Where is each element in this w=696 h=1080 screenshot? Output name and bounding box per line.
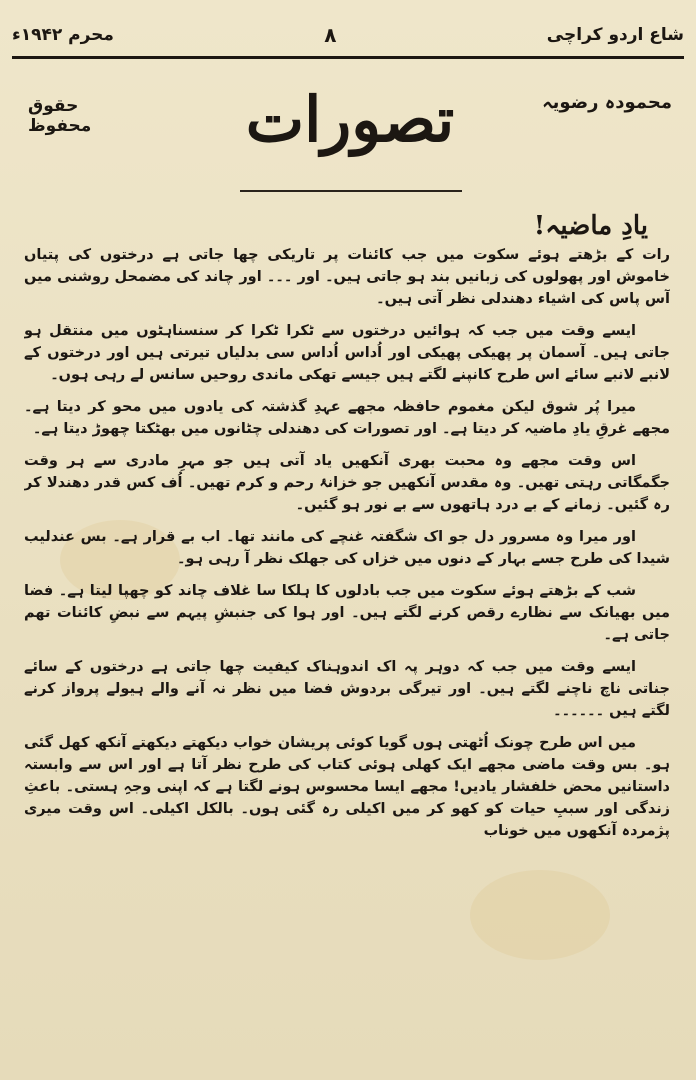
section-heading: یادِ ماضیہ! — [533, 211, 648, 241]
title-rule — [240, 190, 462, 192]
rights-notice: حقوق محفوظ — [28, 96, 92, 136]
header-rule — [12, 56, 684, 59]
paragraph-7: ایسے وقت میں جب کہ دوہر پہ اک اندوہناک کیفیت چھا جاتی ہے درختوں کے سائے جناتی ناچ ناچنے لگتے ہیں۔ اور تیرگی بردوش فضا میں نظر نہ آنے والے ہیولے پرواز کرنے لگتے ہیں ۔۔۔۔۔۔ — [24, 659, 670, 719]
paragraph-1: رات کے بڑھتے ہوئے سکوت میں جب کائنات پر تاریکی چھا جاتی ہے درختوں کی پتیاں خاموش اور پھولوں کی زبانیں بند ہو جاتی ہیں۔ اور ۔۔۔ اور چاند کی مضمحل روشنی میں آس پاس کی اشیاء دھندلی نظر آتی ہیں۔ — [24, 247, 670, 307]
paragraph-3: میرا پُر شوق لیکن مغموم حافظہ مجھے عہدِ گذشتہ کی یادوں میں محو کر دیتا ہے۔ مجھے غرقِ یادِ ماضیہ کر دیتا ہے۔ اور تصورات کی دھندلی چٹانوں میں بھٹکتا چھوڑ دیتا ہے۔ — [24, 399, 670, 437]
publication-name: شاع اردو کراچی — [546, 25, 684, 45]
page-header — [12, 18, 684, 52]
article-title: تصورات — [245, 83, 455, 156]
paragraph-8: میں اس طرح چونک اُٹھتی ہوں گویا کوئی پریشان خواب دیکھتے دیکھتے آنکھ کھل گئی ہو۔ بس وقت ماضی مجھے ایک کھلی ہوئی کتاب کی طرح نظر آتا ہے اور اس سے وابستہ داستانیں محض خلفشار یادیں! مجھے ایسا محسوس ہونے لگتا ہے کہ اپنی وجہِ ہستی۔ باعثِ زندگی اور سببِ حیات کو کھو کر میں اکیلی رہ گئی ہوں۔ بالکل اکیلی۔ اس وقت میری پژمردہ آنکھوں میں خوناب — [24, 735, 670, 839]
paragraph-5: اور میرا وہ مسرور دل جو اک شگفتہ غنچے کی مانند تھا۔ اب بے قرار ہے۔ بس عندلیب شیدا کی طرح جسے بہار کے دنوں میں خزاں کی جھلک نظر آ رہی ہو۔ — [24, 529, 670, 567]
issue-date: محرم ۱۹۴۲ء — [12, 25, 114, 45]
article-body — [24, 244, 670, 1066]
paragraph-6: شب کے بڑھتے ہوئے سکوت میں جب بادلوں کا ہلکا سا غلاف چاند کو چھپا لیتا ہے۔ فضا میں بھیانک سے نظارے رقص کرنے لگتے ہیں۔ اور ہوا کی جنبشِ پیہم سے نبضِ کائنات تھم جاتی ہے۔ — [24, 583, 670, 643]
paragraph-2: ایسے وقت میں جب کہ ہوائیں درختوں سے ٹکرا ٹکرا کر سنسناہٹوں میں منتقل ہو جاتی ہیں۔ آسمان پر پھیکی پھیکی اور اُداس اُداس سی بدلیاں تیرتی ہیں اور درختوں کے لانبے لانبے سائے اس طرح کانپنے لگتے ہیں جیسے تھکی ماندی روحیں سانس لے رہی ہوں۔ — [24, 323, 670, 383]
author-name: محمودہ رضویہ — [542, 92, 672, 113]
page-number: ۸ — [324, 23, 337, 47]
paragraph-4: اس وقت مجھے وہ محبت بھری آنکھیں یاد آتی ہیں جو مہرِ مادری سے ہر وقت جگمگاتی رہتی تھیں۔ وہ مقدس آنکھیں جو خزانۂ رحم و کرم تھیں۔ اُف کس قدر دھندلا کر رہ گئیں۔ زمانے کے بے درد ہاتھوں سے بے نور ہو گئیں۔ — [24, 453, 670, 513]
